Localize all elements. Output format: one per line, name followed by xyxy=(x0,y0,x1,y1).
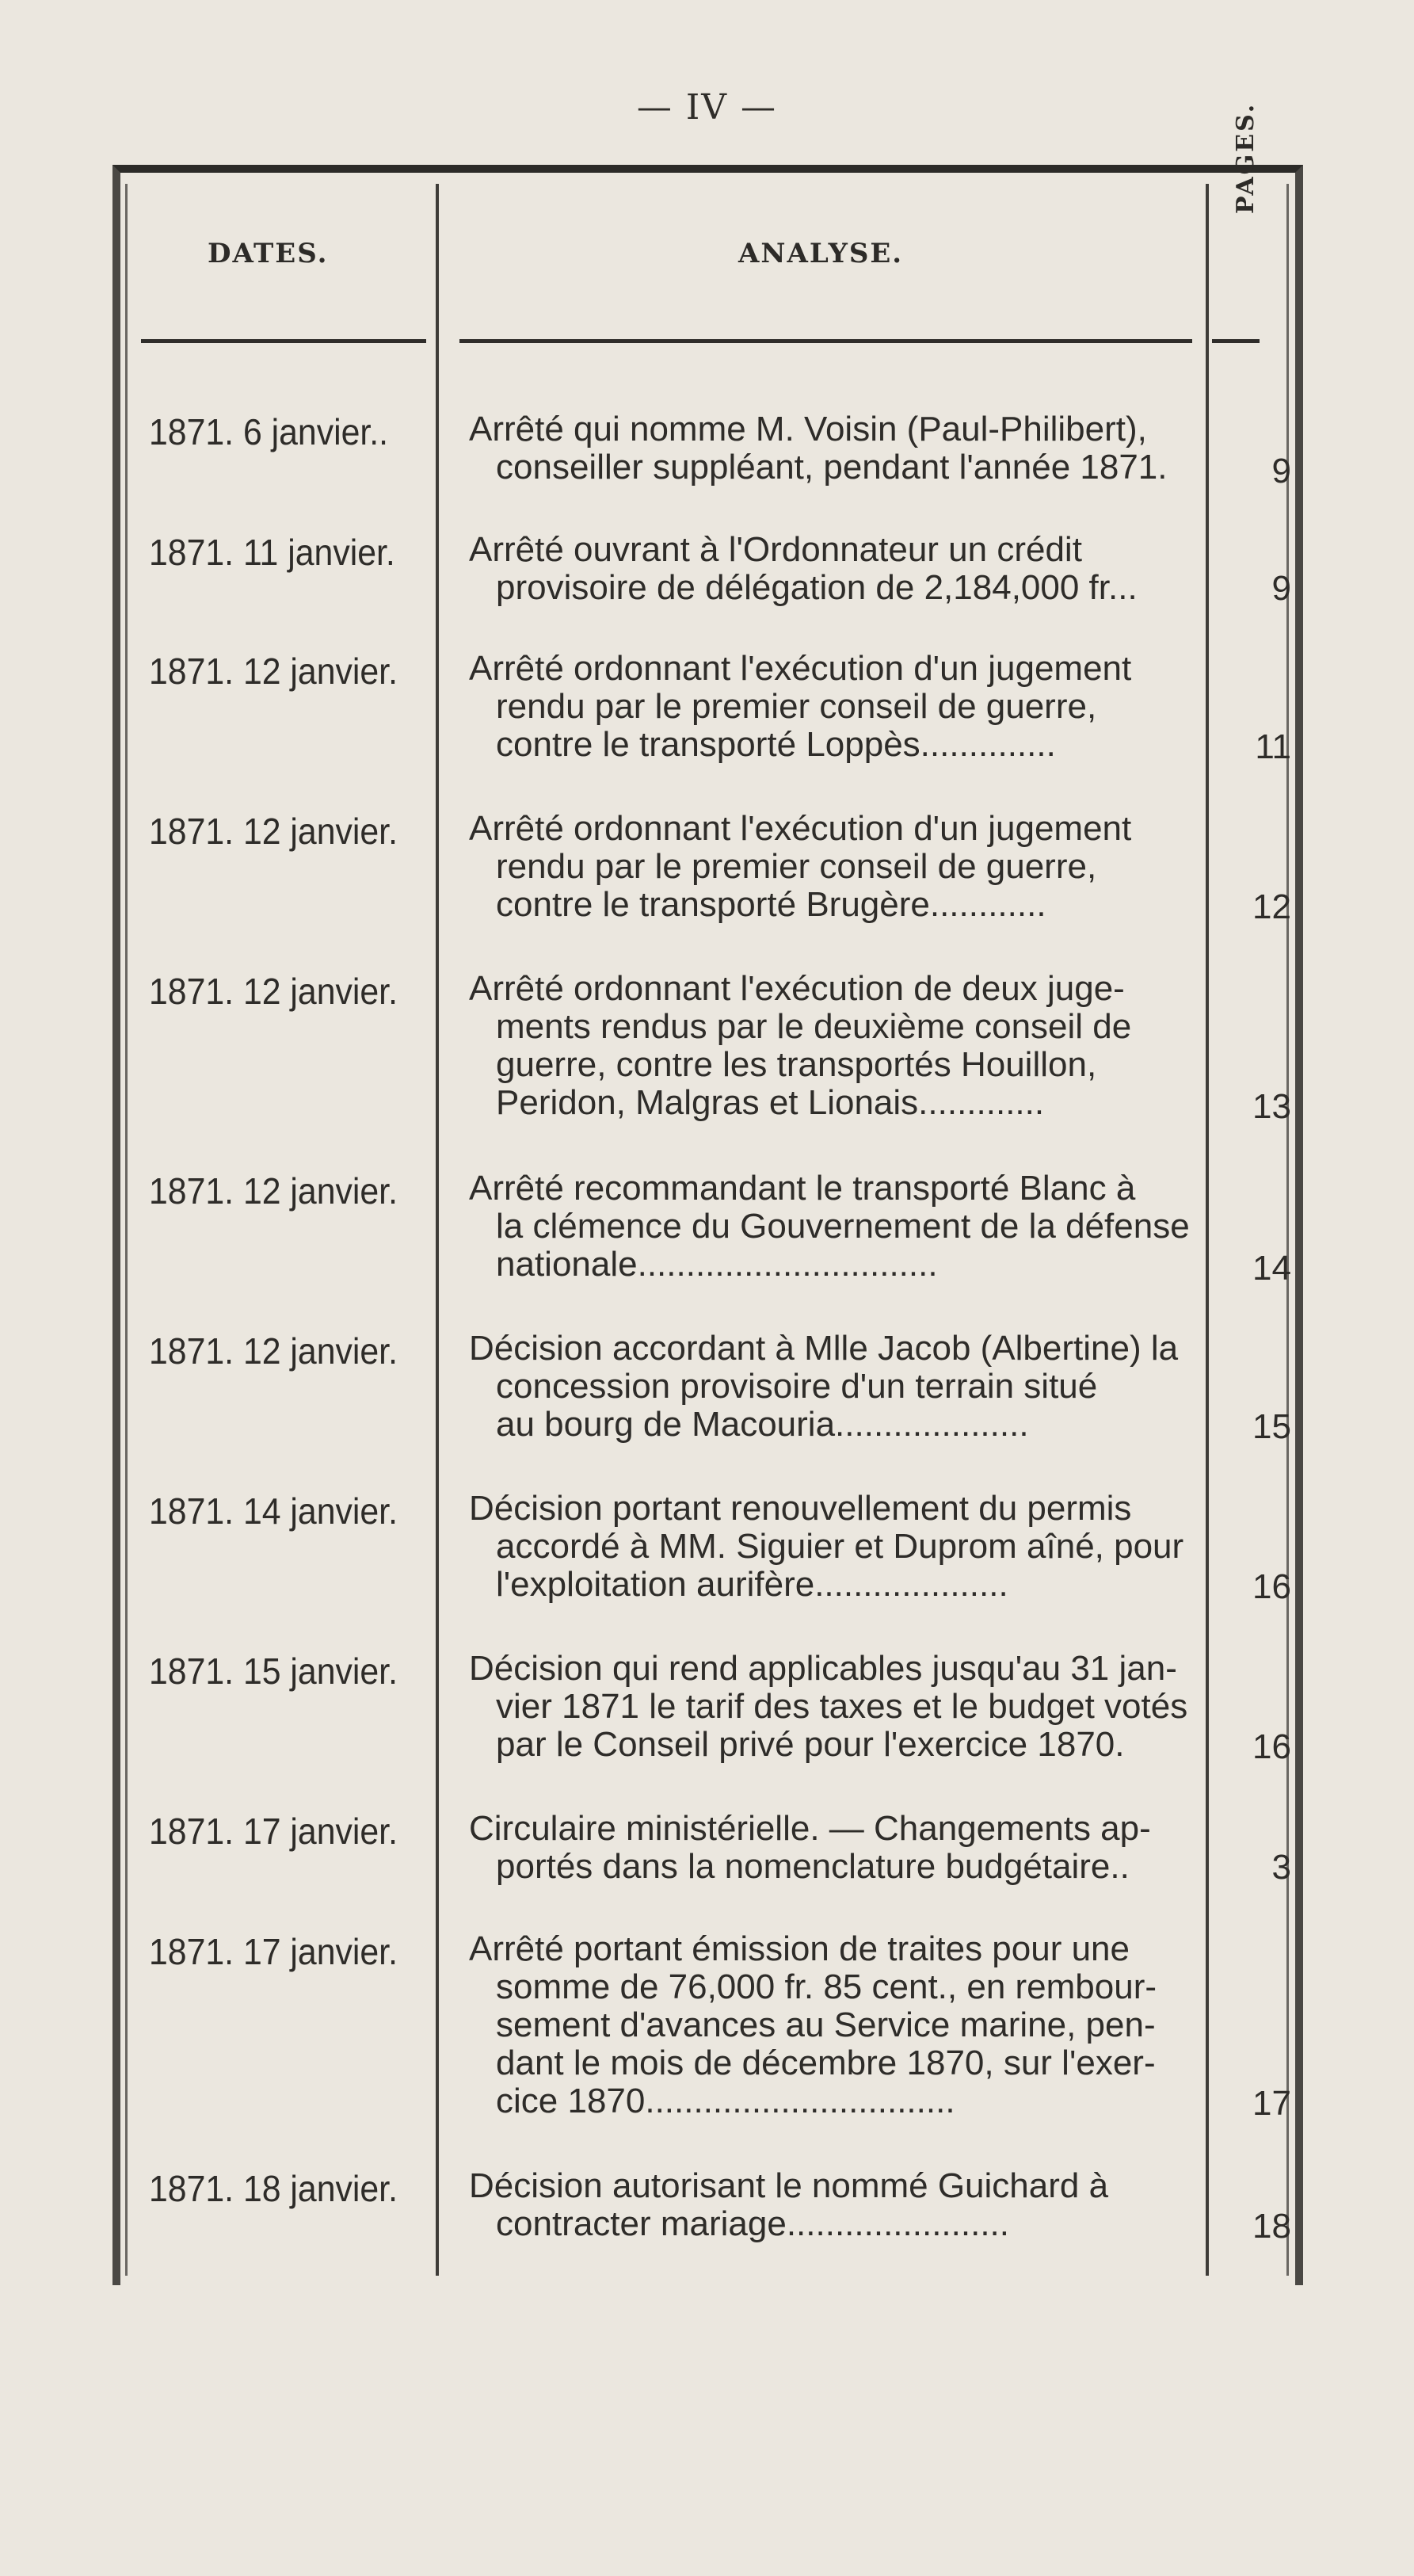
entry-analysis-line: conseiller suppléant, pendant l'année 1871. xyxy=(496,448,1168,487)
entry-analysis xyxy=(469,1650,1206,1764)
entry-page-number: 9 xyxy=(1271,452,1291,490)
entry-analysis-line: l'exploitation aurifère.................... xyxy=(496,1565,1008,1604)
header-rule-analysis xyxy=(459,339,1192,343)
column-header-dates: DATES. xyxy=(208,238,329,269)
entry-analysis-line: Circulaire ministérielle. — Changements ap- xyxy=(469,1809,1151,1848)
entry-analysis-line: sement d'avances au Service marine, pen- xyxy=(496,2005,1156,2044)
entry-analysis-line: Arrêté ordonnant l'exécution d'un jugement xyxy=(469,649,1132,688)
header-rule-dates xyxy=(141,339,426,343)
frame-inner-rule-left xyxy=(125,184,128,2276)
entry-analysis-line: concession provisoire d'un terrain situé xyxy=(496,1367,1098,1406)
entry-date: 1871. 17 janvier. xyxy=(149,1811,398,1852)
frame-inner-rule-right xyxy=(1286,184,1289,2276)
entry-analysis xyxy=(469,410,1206,487)
entry-page-number: 14 xyxy=(1252,1249,1291,1288)
entry-analysis-line: dant le mois de décembre 1870, sur l'exer- xyxy=(496,2044,1156,2082)
entry-analysis-line: Décision portant renouvellement du permis xyxy=(469,1489,1132,1528)
entry-analysis-line: Décision accordant à Mlle Jacob (Albertine) la xyxy=(469,1329,1179,1368)
entry-page-number: 15 xyxy=(1252,1407,1291,1446)
entry-date: 1871. 6 janvier.. xyxy=(149,411,389,452)
entry-analysis-line: Arrêté qui nomme M. Voisin (Paul-Philibert), xyxy=(469,410,1147,448)
column-header-pages: PAGES. xyxy=(1232,101,1260,214)
entry-date: 1871. 15 janvier. xyxy=(149,1651,398,1692)
entry-analysis-line: rendu par le premier conseil de guerre, xyxy=(496,847,1097,886)
entry-analysis-line: somme de 76,000 fr. 85 cent., en rembour- xyxy=(496,1967,1157,2006)
entry-date: 1871. 12 janvier. xyxy=(149,1170,398,1212)
column-divider-pages xyxy=(1206,184,1209,2276)
entry-date: 1871. 18 janvier. xyxy=(149,2168,398,2209)
entry-date: 1871. 11 janvier. xyxy=(149,532,395,573)
entry-analysis-line: vier 1871 le tarif des taxes et le budget votés xyxy=(496,1687,1188,1726)
entry-analysis-line: Arrêté portant émission de traites pour une xyxy=(469,1929,1130,1968)
entry-page-number: 13 xyxy=(1252,1087,1291,1126)
entry-analysis-line: Arrêté ordonnant l'exécution d'un jugement xyxy=(469,809,1132,848)
entry-analysis-line: ments rendus par le deuxième conseil de xyxy=(496,1007,1132,1046)
entry-page-number: 16 xyxy=(1252,1567,1291,1606)
entry-page-number: 16 xyxy=(1252,1727,1291,1766)
entry-analysis-line: Décision autorisant le nommé Guichard à xyxy=(469,2166,1109,2205)
entry-analysis-line: Arrêté ordonnant l'exécution de deux juge- xyxy=(469,969,1125,1008)
entry-analysis-line: par le Conseil privé pour l'exercice 1870. xyxy=(496,1725,1125,1764)
entry-page-number: 3 xyxy=(1271,1848,1291,1887)
entry-analysis-line: Décision qui rend applicables jusqu'au 31 jan- xyxy=(469,1649,1177,1688)
entry-date: 1871. 12 janvier. xyxy=(149,651,398,692)
entry-analysis-line: nationale............................... xyxy=(496,1245,938,1284)
entry-analysis xyxy=(469,531,1206,607)
entry-date: 1871. 12 janvier. xyxy=(149,971,398,1012)
entry-analysis-line: contracter mariage....................... xyxy=(496,2204,1009,2243)
entry-analysis-line: provisoire de délégation de 2,184,000 fr... xyxy=(496,568,1138,607)
entry-date: 1871. 12 janvier. xyxy=(149,1330,398,1372)
entry-analysis-line: Arrêté recommandant le transporté Blanc à xyxy=(469,1169,1136,1208)
entry-analysis-line: contre le transporté Brugère............ xyxy=(496,885,1046,924)
entry-analysis-line: cice 1870................................ xyxy=(496,2082,955,2120)
entry-analysis xyxy=(469,1930,1206,2120)
entry-analysis xyxy=(469,1170,1206,1284)
entry-analysis xyxy=(469,970,1206,1122)
entry-analysis-line: portés dans la nomenclature budgétaire.. xyxy=(496,1847,1130,1886)
entry-page-number: 18 xyxy=(1252,2207,1291,2246)
entry-page-number: 17 xyxy=(1252,2084,1291,2123)
entry-analysis-line: accordé à MM. Siguier et Duprom aîné, pour xyxy=(496,1527,1184,1566)
entry-date: 1871. 12 janvier. xyxy=(149,811,398,852)
header-rule-pages xyxy=(1212,339,1260,343)
entry-analysis-line: Arrêté ouvrant à l'Ordonnateur un crédit xyxy=(469,530,1082,569)
column-header-analysis: ANALYSE. xyxy=(738,238,904,269)
entry-analysis-line: la clémence du Gouvernement de la défense xyxy=(496,1207,1190,1246)
entry-analysis xyxy=(469,810,1206,924)
column-divider-dates xyxy=(436,184,439,2276)
entry-analysis-line: contre le transporté Loppès.............. xyxy=(496,725,1056,764)
entry-analysis-line: rendu par le premier conseil de guerre, xyxy=(496,687,1097,726)
entry-analysis xyxy=(469,1810,1206,1886)
entry-analysis xyxy=(469,2167,1206,2243)
entry-page-number: 11 xyxy=(1255,727,1291,766)
entry-analysis-line: guerre, contre les transportés Houillon, xyxy=(496,1045,1097,1084)
entry-date: 1871. 14 janvier. xyxy=(149,1490,398,1532)
page-header: — IV — xyxy=(636,87,778,128)
entry-page-number: 12 xyxy=(1252,887,1291,926)
entry-date: 1871. 17 janvier. xyxy=(149,1931,398,1972)
entry-analysis xyxy=(469,650,1206,764)
entry-analysis-line: au bourg de Macouria.................... xyxy=(496,1405,1029,1444)
entry-analysis xyxy=(469,1490,1206,1604)
entry-analysis xyxy=(469,1330,1206,1444)
entry-analysis-line: Peridon, Malgras et Lionais............. xyxy=(496,1083,1045,1122)
entry-page-number: 9 xyxy=(1271,569,1291,608)
